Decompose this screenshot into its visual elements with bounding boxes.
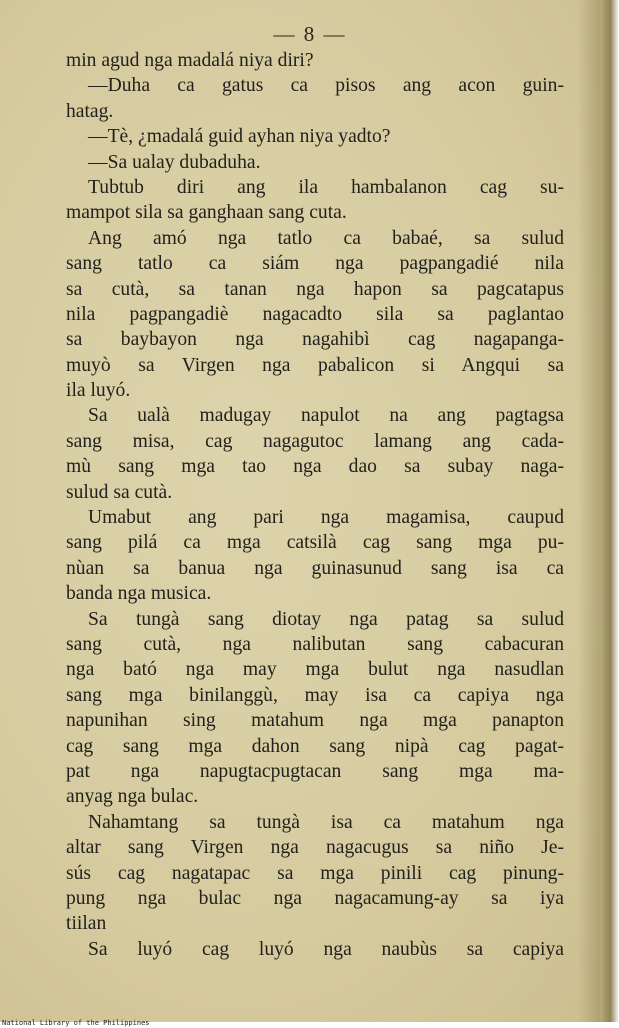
text-line: Sa ualà madugay napulot na ang pagtagsa: [88, 405, 564, 427]
text-line: Ang amó nga tatlo ca babaé, sa sulud: [88, 227, 564, 249]
text-line: —Duha ca gatus ca pisos ang acon guin-: [88, 75, 564, 97]
text-line: altar sang Virgen nga nagacugus sa niño Je-: [66, 837, 564, 859]
page-edge: [600, 0, 619, 1022]
text-line: cag sang mga dahon sang nipà cag pagat-: [66, 735, 564, 757]
text-line: Sa luyó cag luyó nga naubùs sa capiya: [88, 938, 564, 960]
text-line: hatag.: [66, 100, 114, 122]
library-credit: National Library of the Philippines: [2, 1019, 150, 1027]
text-line: sang pilá ca mga catsilà cag sang mga pu-: [66, 532, 564, 554]
text-line: muyò sa Virgen nga pabalicon si Angqui sa: [66, 354, 564, 376]
text-line: min agud nga madalá niya diri?: [66, 50, 314, 71]
text-line: —Tè, ¿madalá guid ayhan niya yadto?: [88, 126, 391, 148]
text-line: nùan sa banua nga guinasunud sang isa ca: [66, 557, 564, 579]
text-line: sús cag nagatapac sa mga pinili cag pinung-: [66, 862, 564, 884]
text-line: Umabut ang pari nga magamisa, caupud: [88, 507, 564, 529]
text-line: banda nga musica.: [66, 583, 212, 605]
text-line: Nahamtang sa tungà isa ca matahum nga: [88, 811, 564, 833]
text-line: mù sang mga tao nga dao sa subay naga-: [66, 456, 564, 478]
text-line: Sa tungà sang diotay nga patag sa sulud: [88, 608, 564, 630]
text-line: pung nga bulac nga nagacamung-ay sa iya: [66, 887, 564, 909]
text-line: sa cutà, sa tanan nga hapon sa pagcatapus: [66, 278, 564, 300]
text-line: sang tatlo ca siám nga pagpangadié nila: [66, 253, 564, 275]
text-line: Tubtub diri ang ila hambalanon cag su-: [88, 176, 564, 198]
text-line: ila luyó.: [66, 380, 131, 402]
text-line: sang cutà, nga nalibutan sang cabacuran: [66, 633, 564, 655]
text-line: nga bató nga may mga bulut nga nasudlan: [66, 659, 564, 681]
text-line: tiilan: [66, 913, 107, 935]
text-line: pat nga napugtacpugtacan sang mga ma-: [66, 760, 564, 782]
text-line: anyag nga bulac.: [66, 786, 199, 808]
page-number: — 8 —: [273, 22, 347, 46]
text-line: nila pagpangadiè nagacadto sila sa paglantao: [66, 303, 564, 325]
text-line: sa baybayon nga nagahibì cag nagapanga-: [66, 329, 564, 351]
text-line: napunihan sing matahum nga mga panapton: [66, 710, 564, 732]
text-line: sang mga binilanggù, may isa ca capiya nga: [66, 684, 564, 706]
text-line: mampot sila sa ganghaan sang cuta.: [66, 202, 347, 224]
text-line: —Sa ualay dubaduha.: [88, 151, 261, 173]
text-line: sang misa, cag nagagutoc lamang ang cada-: [66, 430, 564, 452]
page-spine-shadow: [578, 0, 600, 1022]
text-line: sulud sa cutà.: [66, 481, 173, 503]
page-body-text: [66, 48, 564, 962]
